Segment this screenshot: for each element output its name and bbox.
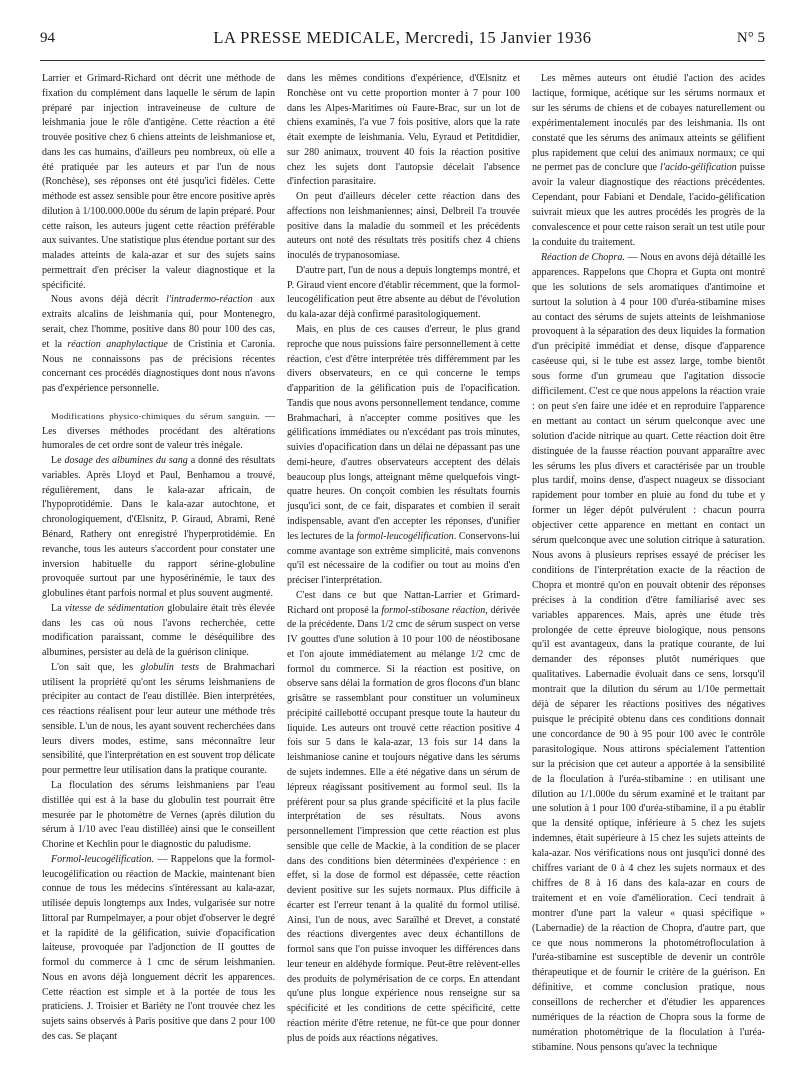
page-header <box>40 24 765 54</box>
paragraph: Les mêmes auteurs ont étudié l'action des acides lactique, formique, acétique sur les sérums normaux et sur les sérums de chiens et de cobayes naturellement ou expérimentalement inoculés par des leishmania. Ils ont constaté que les sérums des animaux atteints se gélifient plus rapidement que celui des animaux normaux; ce qui ne permet pas de conclure que l'acido-gélification puisse avoir la valeur diagnostique des réactions précédentes. Cependant, pour Fabiani et Dendale, l'acido-gélification suivrait mieux que les autres procédés les progrès de la convalescence et pour cette raison serait un test utile pour la conduite du traitement. <box>532 73 765 248</box>
paragraph: dans les mêmes conditions d'expérience, d'Œlsnitz et Ronchèse ont vu cette proportion monter à 7 pour 100 dans les Alpes-Maritimes où Faure-Brac, sur un lot de chiens examinés, l'a vue 7 fois positive, alors que la rate était exempte de leishmania. Velu, Eyraud et Petitdidier, sur 280 animaux, trouvent 40 fois la réaction positive chez les sujets dont l'autopsie décelait l'absence d'infection parasitaire. <box>287 73 520 188</box>
paragraph: L'on sait que, les globulin tests de Brahmachari utilisent la propriété qu'ont les sérums leishmaniens de précipiter au contact de l'eau distillée. Bien interprétées, ces réactions réalisent pour leur auteur une méthode très sensible. L'un de nous, les ayant souvent recherchées dans leurs divers modes, estime, sans méconnaître leur sensibilité, que l'interprétation en est souvent trop délicate pour permettre leur utilisation dans la pratique courante. <box>42 661 275 777</box>
paragraph: Nous avons déjà décrit l'intradermo-réaction aux extraits alcalins de leishmania qui, pour Montenegro, serait, chez l'homme, positive dans 80 pour 100 des cas, et la réaction anaphylactique de Cristinia et Caronia. Nous ne connaissons pas de précisions récentes concernant ces procédés diagnostiques dont nous n'avons pas d'expérience personnelle. <box>42 294 275 395</box>
paragraph: La vitesse de sédimentation globulaire était très élevée dans les cas où nous l'avons recherchée, cette modification paraissant, comme le déséquilibre des albumines, persister au delà de la guérison clinique. <box>42 602 275 659</box>
paragraph: La floculation des sérums leishmaniens par l'eau distillée qui est à la base du globulin test pourrait être mesurée par le photomètre de Vernes (après dilution du sérum à 1/10 avec l'eau distillée) ainsi que le conseillent Chorine et Kechlin pour le diagnostic du paludisme. <box>42 779 275 851</box>
paragraph: Réaction de Chopra. — Nous en avons déjà détaillé les apparences. Rappelons que Chopra et Gupta ont montré que les solutions de sels aromatiques d'antimoine et surtout la solution à 4 pour 100 d'uréa-stibamine mises au contact des sérums de sujets atteints de leishmaniose provoquent à la séparation des deux liquides la formation d'un précipité immédiat et dense, disque d'apparence caséeuse qui, si le tube est assez large, tombe bientôt sous forme d'un grumeau que l'agitation dissocie difficilement. C'est ce que nous appelons la réaction vraie : on peut s'en faire une idée et en reproduire l'apparence en mettant au contact un sérum quelconque avec une solution d'acide nitrique au quart. Cette réaction doit être distinguée de la fausse réaction pouvant apparaître avec les sérums les plus divers et caractérisée par un trouble plus tardif, moins dense, d'aspect nuageux se dissociant rapidement pour tomber en pluie au fond du tube et y former un léger dépôt pulvérulent : chacun pourra objectiver cette apparence en mettant en contact un sérum quelconque avec une solution citrique à saturation. Nous avons à plusieurs reprises essayé de préciser les conditions de l'interprétation exacte de la réaction de Chopra et montré qu'on en pouvait obtenir des réponses précises à la condition d'être familiarisé avec ses variables apparences. Mais, après une étude très prolongée de cette épreuve biologique, nous pensons qu'il est avantageux, dans la pratique courante, de lui demander des réponses plutôt numériques que qualitatives. Labernadie évoluait dans ce sens, lorsqu'il montrait que la dilution du sérum au 1/10e permettait déjà de séparer les réactions positives des négatives puisque le précipité obtenu dans ces conditions donnait une concordance de 90 à 95 pour 100 avec le contrôle parasitologique. Nous attirons spécialement l'attention sur la précision que cet auteur a apportée à la sensibilité de la floculation à l'uréa-stibamine : en utilisant une dilution au 1/1.000e du sérum examiné et le traitant par une solution à 1 pour 100 d'uréa-stibamine, il a pu établir que la densité optique, inférieure à 5 chez les sujets indemnes, était supérieure à 15 chez les sujets atteints de kala-azar. Nos vérifications nous ont jusqu'ici donné des chiffres variant de 0 à 4 chez les sujets normaux et des chiffres de 8 à 16 dans des kala-azar en cours de traitement et en voie d'amélioration. Ceci tendrait à montrer d'une part la valeur « quasi spécifique » (Labernadie) de la réaction de Chopra, d'autre part, que ce que nous nommerons la photométrofloculation à l'uréa-stibamine est susceptible de devenir un contrôle thérapeutique et de fournir le critère de la guérison. En définitive, et comme conclusion pratique, nous conseillons de rechercher et d'étudier les apparences numériques de la réaction de Chopra sous la forme de numération photométrique de la floculation à l'uréa-stibamine. Nous pensons qu'avec la technique <box>532 251 765 1053</box>
header-rule <box>40 60 765 61</box>
paragraph: C'est dans ce but que Nattan-Larrier et Grimard-Richard ont proposé la formol-stibosane réaction, dérivée de la précédente. Dans 1/2 cmc de sérum suspect on verse IV gouttes d'une solution à 10 pour 100 de néostibosane et l'on ajoute immédiatement au mélange 1/2 cmc de formol du commerce. Si la réaction est positive, on observe sans délai la formation de gros flocons d'un blanc grisâtre se rassemblant pour constituer un volumineux précipité caillebotté occupant presque toute la hauteur du liquide. Les auteurs ont trouvé cette réaction positive 4 fois sur 5 dans le kala-azar, 13 fois sur 14 dans la leishmaniose canine et toujours négative dans les sérums de sujets indemnes. Elle a été négative dans un sérum de lépreux réagissant positivement au formol seul. Ils la préfèrent pour sa plus grande spécificité et la plus facile interprétation de ses résultats. Nous avons personnellement l'impression que cette réaction est plus sensible que celle de Mackie, à la condition de se placer dans des conditions bien déterminées d'expérience : en effet, si la dose de formol est dépassée, cette réaction devient positive sur les sujets normaux. Plus difficile à écarter est l'erreur tenant à la qualité du formol utilisé. Ainsi, l'un de nous, avec Saraïlhé et Drevet, a constaté des réactions divergentes avec deux échantillons de formol sans que l'on puisse invoquer les différences dans leur teneur en aldéhyde formique. Peut-être relèvent-elles des produits de polymérisation de ce corps. En attendant qu'une plus longue expérience nous renseigne sur sa spécificité et les conditions de cette spécificité, cette réaction mérite d'être retenue, ne fût-ce que pour donner plus de poids aux réactions négatives. <box>287 589 520 1044</box>
subsection-heading: Formol-leucogélification. <box>51 853 155 865</box>
section-heading: Modifications physico-chimiques du sérum sanguin. <box>51 410 261 421</box>
subsection-heading: Réaction de Chopra. <box>541 251 625 263</box>
column-1 <box>42 72 275 1045</box>
paragraph: On peut d'ailleurs déceler cette réaction dans des affections non leishmaniennes; ainsi, Delbreil l'a trouvée positive dans la maladie du sommeil et les précédents auteurs ont noté des résultats très positifs chez 4 chiens inoculés de trypanosomiase. <box>287 191 520 262</box>
issue-number: N° 5 <box>736 30 765 46</box>
page-number: 94 <box>40 30 55 46</box>
column-3 <box>532 72 765 1056</box>
paragraph: D'autre part, l'un de nous a depuis longtemps montré, et P. Giraud vient encore d'établir récemment, que la formol-leucogélification peut être absente au début de l'évolution du kala-azar déjà confirmé parasitologiquement. <box>287 264 520 321</box>
column-2 <box>287 72 520 1047</box>
journal-title: LA PRESSE MEDICALE, Mercredi, 15 Janvier 1936 <box>213 28 592 47</box>
section-paragraph: Modifications physico-chimiques du sérum sanguin. — Les diverses méthodes procédant des altérations humorales de cet ordre sont de valeur très inégale. <box>42 410 275 452</box>
paragraph: Formol-leucogélification. — Rappelons que la formol-leucogélification ou réaction de Mackie, maintenant bien connue de tous les médecins s'intéressant au kala-azar, utilisée depuis longtemps aux Indes, vulgarisée sur notre littoral par Rumpelmayer, a pour objet d'observer le degré et la rapidité de la gélification, suivie d'opacification laiteuse, provoquée par l'adjonction de II gouttes de formol du commerce à 1 cmc de sérum leishmanien. Nous en avons déjà longuement décrit les apparences. Cette réaction est simple et à la portée de tous les praticiens. J. Troisier et Bariéty ne l'ont trouvée chez les sujets sains observés à Paris positive que dans 2 pour 100 des cas. Se plaçant <box>42 853 275 1042</box>
paragraph: Le dosage des albumines du sang a donné des résultats variables. Après Lloyd et Paul, Benhamou a trouvé, régulièrement, dans le kala-azar africain, de l'hypoprotidémie. Dans le kala-azar autochtone, et chronologiquement, d'Œlsnitz, P. Giraud, Abrami, René Bénard, Rathery ont enregistré l'hyperprotidémie. En revanche, tous les auteurs s'accordent pour constater une inversion habituelle du rapport sérine-globuline provoquée surtout par une hyposérinémie, le taux des globulines étant parfois normal et plus souvent augmenté. <box>42 455 275 600</box>
paragraph: Mais, en plus de ces causes d'erreur, le plus grand reproche que nous puissions faire personnellement à cette réaction, c'est d'être interprétée très différemment par les divers observateurs, en ce qui concerne le temps d'apparition de la gélification puis de l'opacification. Tandis que nous avons personnellement tendance, comme Brahmachari, à n'accepter comme positives que les gélifications immédiates ou n'excédant pas trois minutes, suivies d'opacification dans un délai ne dépassant pas une demi-heure, d'autres observateurs acceptent des délais beaucoup plus longs, atteignant même quelquefois vingt-quatre heures. On conçoit combien les résultats fournis jusqu'ici sont, de ce fait, disparates et combien il serait indispensable, avant d'en accepter les réponses, d'unifier les lectures de la formol-leucogélification. Conservons-lui comme avantage son extrême simplicité, mais convenons qu'il est nécessaire de la codifier ou tout au moins d'en préciser l'interprétation. <box>287 324 521 587</box>
paragraph: Larrier et Grimard-Richard ont décrit une méthode de fixation du complément dans laquelle le sérum de lapin préparé par injection intraveineuse de culture de leishmania joue le rôle d'antigène. Cette réaction a été trouvée positive chez 6 chiens atteints de leishmaniose et, dans les cas humains, d'ailleurs peu nombreux, où elle a été pratiquée par les auteurs et par l'un de nous (Ronchèse), ses réponses ont été jusqu'ici fidèles. Cette méthode est assez sensible pour être encore positive après dilution à 1/100.000.000e du sérum de lapin préparé. Pour cette raison, les auteurs jugent cette réaction préférable aux suivantes. Une statistique plus étendue portant sur des malades atteints de kala-azar et sur des sujets sains permettrait d'en préciser la valeur diagnostique et la spécificité. <box>42 73 276 291</box>
